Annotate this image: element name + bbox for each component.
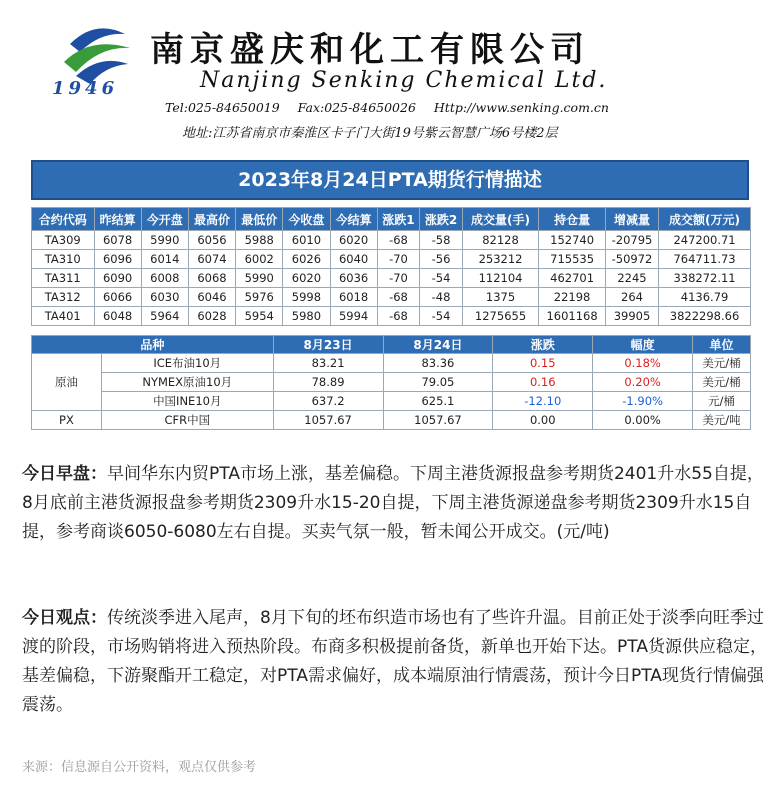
futures-cell: TA310 (32, 250, 95, 269)
variety-name: 中国INE10月 (101, 392, 273, 411)
futures-cell: 6020 (330, 231, 377, 250)
futures-cell: 6018 (330, 288, 377, 307)
variety-name: CFR中国 (101, 411, 273, 430)
header-change: 涨跌 (493, 336, 593, 354)
futures-cell: 6040 (330, 250, 377, 269)
futures-header-cell: 今开盘 (141, 208, 188, 231)
table-row (32, 250, 751, 269)
futures-header-cell: 增减量 (605, 208, 658, 231)
futures-cell: 264 (605, 288, 658, 307)
letterhead (0, 0, 782, 150)
futures-cell: 6078 (94, 231, 141, 250)
futures-cell: 253212 (462, 250, 539, 269)
futures-cell: 6014 (141, 250, 188, 269)
futures-cell: 112104 (462, 269, 539, 288)
futures-cell: -68 (377, 307, 420, 326)
value-aug24: 1057.67 (383, 411, 493, 430)
futures-header-cell: 合约代码 (32, 208, 95, 231)
table-row (32, 411, 751, 430)
futures-table (31, 207, 751, 326)
futures-cell: 764711.73 (659, 250, 751, 269)
value-aug23: 1057.67 (273, 411, 383, 430)
group-crude: 原油 (32, 354, 102, 411)
futures-cell: -58 (420, 231, 463, 250)
futures-cell: 4136.79 (659, 288, 751, 307)
futures-cell: 39905 (605, 307, 658, 326)
header-aug24: 8月24日 (383, 336, 493, 354)
header-variety: 品种 (32, 336, 274, 354)
view-text: 传统淡季进入尾声，8月下旬的坯布织造市场也有了些许升温。目前正处于淡季向旺季过渡的阶段，市场购销将进入预热阶段。布商多积极提前备货，新单也开始下达。PTA货源供应稳定，基差偏稳，下游聚酯开工稳定，对PTA需求偏好，成本端原油行情震荡，预计今日PTA现货行情偏强震荡。 (22, 608, 767, 715)
futures-cell: -48 (420, 288, 463, 307)
futures-cell: 6090 (94, 269, 141, 288)
futures-cell: 6068 (188, 269, 235, 288)
futures-cell: 6028 (188, 307, 235, 326)
source-note: 来源：信息源自公开资料，观点仅供参考 (22, 760, 257, 775)
futures-cell: 6030 (141, 288, 188, 307)
futures-cell: -56 (420, 250, 463, 269)
futures-header-cell: 涨跌2 (420, 208, 463, 231)
futures-cell: -70 (377, 250, 420, 269)
futures-cell: 5964 (141, 307, 188, 326)
futures-cell: 3822298.66 (659, 307, 751, 326)
futures-cell: 6020 (283, 269, 330, 288)
futures-cell: -20795 (605, 231, 658, 250)
company-name-en: Nanjing Senking Chemical Ltd. (200, 68, 608, 93)
futures-cell: 6008 (141, 269, 188, 288)
table-row (32, 288, 751, 307)
futures-cell: 6026 (283, 250, 330, 269)
futures-cell: 6048 (94, 307, 141, 326)
morning-text: 早间华东内贸PTA市场上涨，基差偏稳。下周主港货源报盘参考期货2401升水55自提，8月底前主港货源报盘参考期货2309升水15-20自提，下周主港货源递盘参考期货2309升水15自提，参考商谈6050-6080左右自提。买卖气氛一般，暂未闻公开成交。(元/吨) (22, 464, 764, 542)
contact-line (165, 100, 623, 115)
futures-header-cell: 今收盘 (283, 208, 330, 231)
table-row (32, 231, 751, 250)
futures-cell: 6066 (94, 288, 141, 307)
value-unit: 美元/桶 (693, 354, 751, 373)
value-aug23: 637.2 (273, 392, 383, 411)
group-px: PX (32, 411, 102, 430)
morning-paragraph (22, 460, 767, 547)
value-aug24: 625.1 (383, 392, 493, 411)
futures-header-cell: 涨跌1 (377, 208, 420, 231)
value-pct: 0.00% (593, 411, 693, 430)
futures-cell: TA401 (32, 307, 95, 326)
value-unit: 元/桶 (693, 392, 751, 411)
futures-cell: 6010 (283, 231, 330, 250)
futures-cell: 5976 (236, 288, 283, 307)
futures-cell: -50972 (605, 250, 658, 269)
fax: Fax:025-84650026 (297, 100, 416, 115)
futures-cell: -70 (377, 269, 420, 288)
value-unit: 美元/桶 (693, 373, 751, 392)
table-row (32, 269, 751, 288)
futures-cell: 338272.11 (659, 269, 751, 288)
value-aug23: 83.21 (273, 354, 383, 373)
website-link[interactable]: Http://www.senking.com.cn (433, 100, 609, 115)
header-unit: 单位 (693, 336, 751, 354)
futures-cell: 5988 (236, 231, 283, 250)
futures-cell: -54 (420, 269, 463, 288)
futures-cell: 5994 (330, 307, 377, 326)
futures-header-cell: 今结算 (330, 208, 377, 231)
header-pct: 幅度 (593, 336, 693, 354)
futures-cell: TA309 (32, 231, 95, 250)
futures-header-cell: 最高价 (188, 208, 235, 231)
futures-cell: 1275655 (462, 307, 539, 326)
futures-cell: 1601168 (539, 307, 606, 326)
futures-cell: -68 (377, 231, 420, 250)
futures-cell: 5954 (236, 307, 283, 326)
futures-cell: 5990 (236, 269, 283, 288)
futures-cell: 82128 (462, 231, 539, 250)
view-paragraph (22, 604, 767, 720)
value-pct: 0.20% (593, 373, 693, 392)
futures-header-cell: 成交额(万元) (659, 208, 751, 231)
table-row (32, 354, 751, 373)
value-aug23: 78.89 (273, 373, 383, 392)
morning-lead: 今日早盘： (22, 464, 107, 484)
futures-cell: 2245 (605, 269, 658, 288)
tel: Tel:025-84650019 (165, 100, 280, 115)
futures-cell: 6046 (188, 288, 235, 307)
futures-header-row (32, 208, 751, 231)
value-aug24: 79.05 (383, 373, 493, 392)
value-pct: -1.90% (593, 392, 693, 411)
futures-cell: 6056 (188, 231, 235, 250)
futures-cell: 247200.71 (659, 231, 751, 250)
futures-cell: 6096 (94, 250, 141, 269)
crude-px-table (31, 335, 751, 430)
table-row (32, 392, 751, 411)
futures-header-cell: 最低价 (236, 208, 283, 231)
value-unit: 美元/吨 (693, 411, 751, 430)
futures-cell: 6074 (188, 250, 235, 269)
report-title: 2023年8月24日PTA期货行情描述 (31, 160, 749, 200)
founded-year: 1946 (52, 78, 119, 99)
futures-cell: TA312 (32, 288, 95, 307)
header-aug23: 8月23日 (273, 336, 383, 354)
table-row (32, 373, 751, 392)
futures-cell: 462701 (539, 269, 606, 288)
futures-cell: TA311 (32, 269, 95, 288)
value-pct: 0.18% (593, 354, 693, 373)
futures-cell: 715535 (539, 250, 606, 269)
futures-cell: 5980 (283, 307, 330, 326)
value-change: -12.10 (493, 392, 593, 411)
value-change: 0.15 (493, 354, 593, 373)
futures-cell: 152740 (539, 231, 606, 250)
company-name-cn: 南京盛庆和化工有限公司 (150, 30, 590, 70)
futures-header-cell: 成交量(手) (462, 208, 539, 231)
futures-cell: -68 (377, 288, 420, 307)
futures-cell: 22198 (539, 288, 606, 307)
value-change: 0.16 (493, 373, 593, 392)
view-lead: 今日观点： (22, 608, 107, 628)
futures-cell: 1375 (462, 288, 539, 307)
futures-cell: 6002 (236, 250, 283, 269)
crude-header-row (32, 336, 751, 354)
futures-header-cell: 昨结算 (94, 208, 141, 231)
futures-cell: 5998 (283, 288, 330, 307)
value-aug24: 83.36 (383, 354, 493, 373)
futures-cell: 6036 (330, 269, 377, 288)
variety-name: NYMEX原油10月 (101, 373, 273, 392)
address: 地址:江苏省南京市秦淮区卡子门大街19号紫云智慧广场6号楼2层 (182, 126, 558, 141)
value-change: 0.00 (493, 411, 593, 430)
futures-cell: 5990 (141, 231, 188, 250)
futures-header-cell: 持仓量 (539, 208, 606, 231)
table-row (32, 307, 751, 326)
variety-name: ICE布油10月 (101, 354, 273, 373)
futures-cell: -54 (420, 307, 463, 326)
